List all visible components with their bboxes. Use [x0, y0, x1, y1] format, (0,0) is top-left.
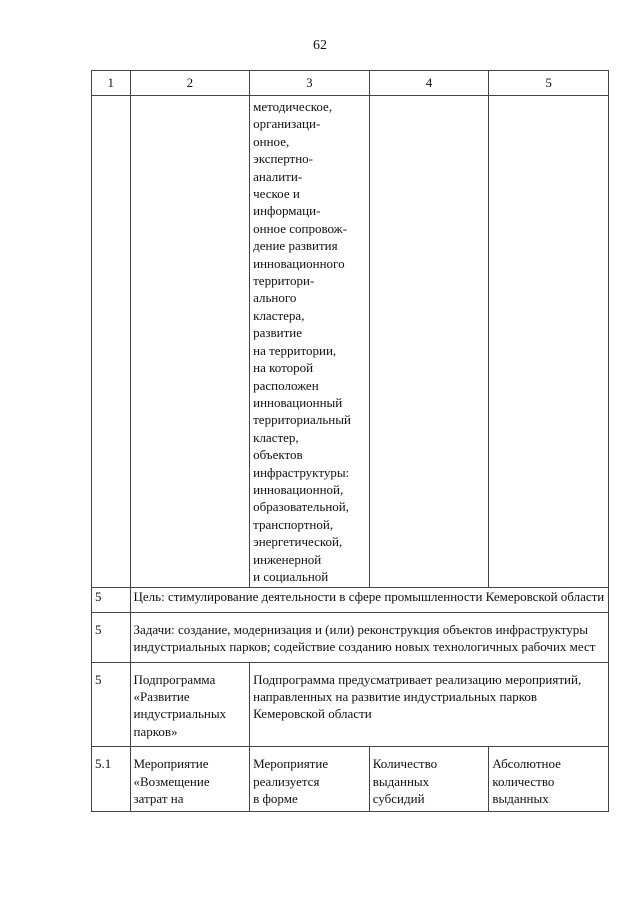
subprogram-description-cell: Подпрограмма предусматривает реализацию мероприятий, направленных на развитие индустриальных парков Кемеровской области [250, 662, 609, 747]
continuation-row [92, 96, 609, 588]
measure-col4-cell: Количество выданных субсидий [369, 747, 489, 812]
tasks-num-cell: 5 [92, 612, 131, 662]
continuation-col3-cell: методическое, организаци- онное, экспертно- аналити- ческое и информаци- онное сопровож- дение развития инновационного территори- ального кластера, развитие на территории, на которой расположен инновационный территориальный кластер, объектов инфраструктуры: инновационной, образовательной, транспортной, энергетической, инженерной и социальной [250, 96, 370, 588]
program-table [91, 70, 609, 812]
tasks-text-cell: Задачи: создание, модернизация и (или) реконструкция объектов инфраструктуры индустриальных парков; содействие созданию новых технологичных рабочих мест [130, 612, 608, 662]
measure-row [92, 747, 609, 812]
header-cell-5: 5 [489, 71, 609, 96]
measure-num-cell: 5.1 [92, 747, 131, 812]
goal-num-cell: 5 [92, 588, 131, 612]
header-cell-3: 3 [250, 71, 370, 96]
measure-col2-cell: Мероприятие «Возмещение затрат на [130, 747, 250, 812]
measure-col3-cell: Мероприятие реализуется в форме [250, 747, 370, 812]
continuation-num-cell [92, 96, 131, 588]
goal-row [92, 588, 609, 612]
tasks-row [92, 612, 609, 662]
header-cell-2: 2 [130, 71, 250, 96]
subprogram-name-cell: Подпрограмма «Развитие индустриальных парков» [130, 662, 250, 747]
continuation-col4-cell [369, 96, 489, 588]
continuation-col5-cell [489, 96, 609, 588]
subprogram-num-cell: 5 [92, 662, 131, 747]
header-cell-4: 4 [369, 71, 489, 96]
continuation-col2-cell [130, 96, 250, 588]
page-number: 62 [313, 38, 327, 53]
measure-col5-cell: Абсолютное количество выданных [489, 747, 609, 812]
subprogram-row [92, 662, 609, 747]
table-header-row [92, 71, 609, 96]
header-cell-1: 1 [92, 71, 131, 96]
goal-text-cell: Цель: стимулирование деятельности в сфере промышленности Кемеровской области [130, 588, 608, 612]
